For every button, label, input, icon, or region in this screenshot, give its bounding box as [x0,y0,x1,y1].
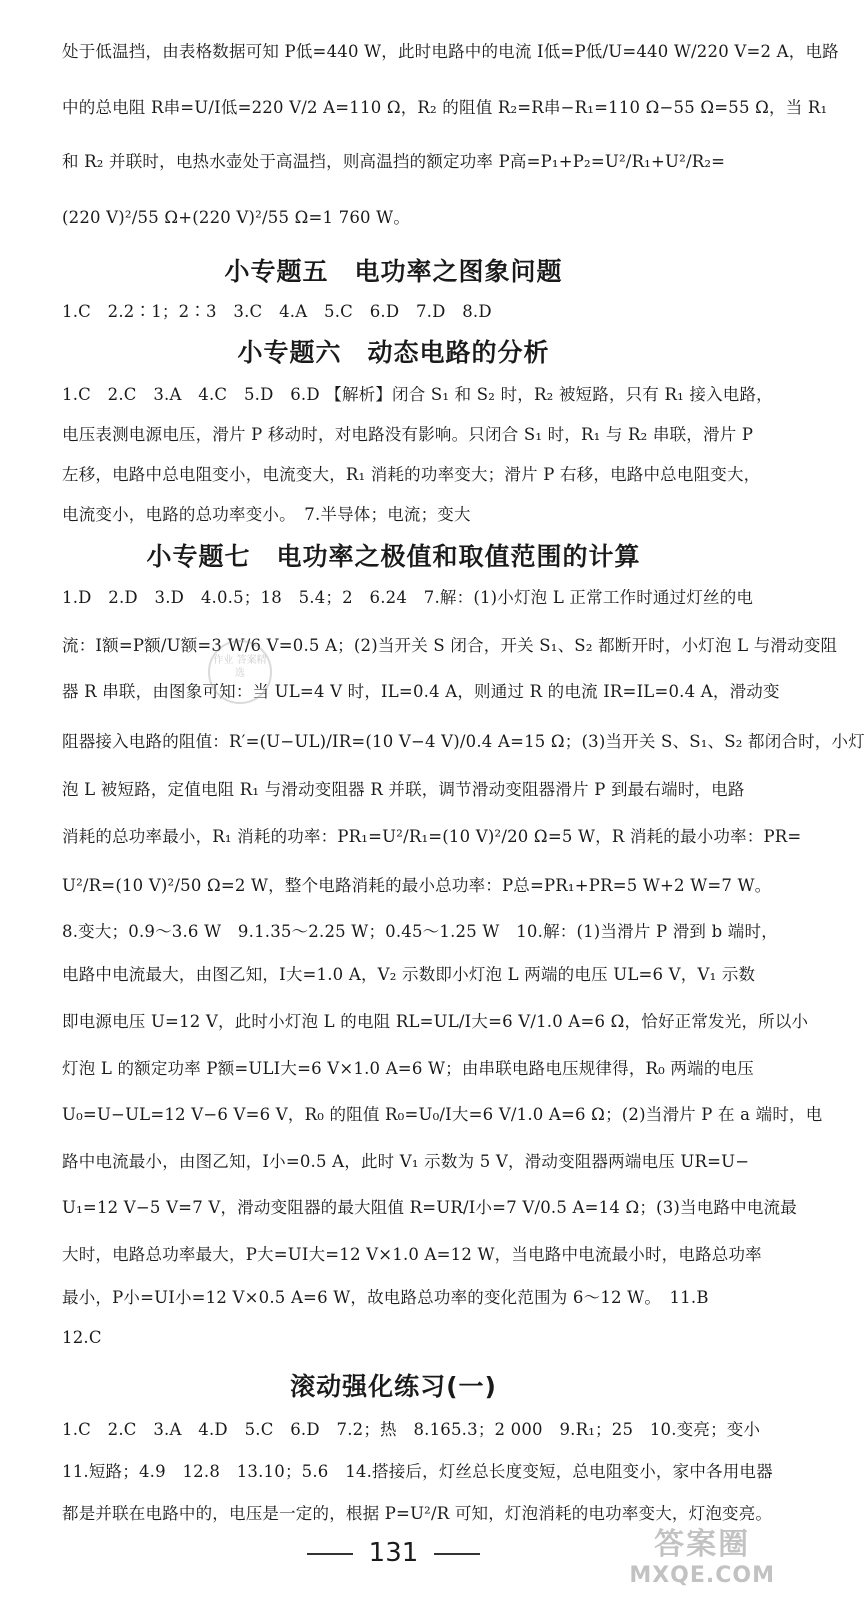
answer-line: 电压表测电源电压，滑片 P 移动时，对电路没有影响。只闭合 S₁ 时，R₁ 与 R₂ 串联，滑片 P [62,425,754,444]
answer-line: 都是并联在电路中的，电压是一定的，根据 P=U²/R 可知，灯泡消耗的电功率变大，灯泡变亮。 [62,1504,773,1523]
section-title: 滚动强化练习(一) [290,1372,497,1401]
answer-line: 最小，P小=UI小=12 V×0.5 A=6 W，故电路总功率的变化范围为 6～12 W。 11.B [62,1288,709,1307]
text-line: 处于低温挡，由表格数据可知 P低=440 W，此时电路中的电流 I低=P低/U=440 W/220 V=2 A，电路 [62,42,839,61]
answer-line: 1.C 2.C 3.A 4.C 5.D 6.D 【解析】闭合 S₁ 和 S₂ 时，R₂ 被短路，只有 R₁ 接入电路， [62,385,773,404]
answer-line: 大时，电路总功率最大，P大=UI大=12 V×1.0 A=12 W，当电路中电流最小时，电路总功率 [62,1245,762,1264]
answer-line: 泡 L 被短路，定值电阻 R₁ 与滑动变阻器 R 并联，调节滑动变阻器滑片 P 到最右端时，电路 [62,780,745,799]
watermark-logo [629,1519,775,1588]
answer-line: 12.C [62,1328,102,1347]
answer-line: 灯泡 L 的额定功率 P额=ULI大=6 V×1.0 A=6 W；由串联电路电压规律得，R₀ 两端的电压 [62,1059,754,1078]
page-number-dash-left [307,1553,353,1555]
page-number-dash-right [434,1553,480,1555]
answer-line: 器 R 串联，由图象可知：当 UL=4 V 时，IL=0.4 A，则通过 R 的电流 IR=IL=0.4 A，滑动变 [62,682,780,701]
text-line: 和 R₂ 并联时，电热水壶处于高温挡，则高温挡的额定功率 P高=P₁+P₂=U²/R₁+U²/R₂= [62,152,726,171]
section-title: 小专题五 电功率之图象问题 [224,257,563,286]
answer-line: 消耗的总功率最小，R₁ 消耗的功率：PR₁=U²/R₁=(10 V)²/20 Ω=5 W，R 消耗的最小功率：PR= [62,827,802,846]
answer-line: 1.C 2.2∶1；2∶3 3.C 4.A 5.C 6.D 7.D 8.D [62,302,492,321]
answer-line: 1.D 2.D 3.D 4.0.5；18 5.4；2 6.24 7.解：(1)小灯泡 L 正常工作时通过灯丝的电 [62,588,754,607]
page-number-value: 131 [368,1538,419,1568]
answer-line: 路中电流最小，由图乙知，I小=0.5 A，此时 V₁ 示数为 5 V，滑动变阻器两端电压 UR=U− [62,1152,750,1171]
watermark-url: MXQE.COM [629,1563,775,1588]
text-line: (220 V)²/55 Ω+(220 V)²/55 Ω=1 760 W。 [62,208,411,227]
answer-line: 11.短路；4.9 12.8 13.10；5.6 14.搭接后，灯丝总长度变短，总电阻变小，家中各用电器 [62,1462,773,1481]
answer-line: 电路中电流最大，由图乙知，I大=1.0 A，V₂ 示数即小灯泡 L 两端的电压 UL=6 V，V₁ 示数 [62,965,756,984]
answer-line: 流：I额=P额/U额=3 W/6 V=0.5 A；(2)当开关 S 闭合，开关 S₁、S₂ 都断开时，小灯泡 L 与滑动变阻 [62,636,838,655]
answer-line: U₀=U−UL=12 V−6 V=6 V，R₀ 的阻值 R₀=U₀/I大=6 V/1.0 A=6 Ω；(2)当滑片 P 在 a 端时，电 [62,1105,823,1124]
section-title: 小专题七 电功率之极值和取值范围的计算 [146,542,641,571]
stamp-logo [208,640,272,704]
stamp-text: 作业 答案精选 [213,655,267,679]
answer-line: 1.C 2.C 3.A 4.D 5.C 6.D 7.2；热 8.165.3；2 000 9.R₁；25 10.变亮；变小 [62,1420,761,1439]
answer-line: 左移，电路中总电阻变小，电流变大，R₁ 消耗的功率变大；滑片 P 右移，电路中总电阻变大， [62,465,761,484]
answer-line: 即电源电压 U=12 V，此时小灯泡 L 的电阻 RL=UL/I大=6 V/1.0 A=6 Ω，恰好正常发光，所以小 [62,1012,809,1031]
text-line: 中的总电阻 R串=U/I低=220 V/2 A=110 Ω，R₂ 的阻值 R₂=R串−R₁=110 Ω−55 Ω=55 Ω，当 R₁ [62,98,828,117]
section-title: 小专题六 动态电路的分析 [237,338,550,367]
answer-line: U²/R=(10 V)²/50 Ω=2 W，整个电路消耗的最小总功率：P总=PR₁+PR=5 W+2 W=7 W。 [62,876,772,895]
watermark-title: 答案圈 [654,1527,751,1562]
answer-line: 8.变大；0.9～3.6 W 9.1.35～2.25 W；0.45～1.25 W 10.解：(1)当滑片 P 滑到 b 端时， [62,922,778,941]
answer-line: U₁=12 V−5 V=7 V，滑动变阻器的最大阻值 R=UR/I小=7 V/0.5 A=14 Ω；(3)当电路中电流最 [62,1198,797,1217]
answer-line: 电流变小，电路的总功率变小。 7.半导体；电流；变大 [62,505,471,524]
answer-line: 阻器接入电路的阻值：R′=(U−UL)/IR=(10 V−4 V)/0.4 A=15 Ω；(3)当开关 S、S₁、S₂ 都闭合时，小灯 [62,732,865,751]
